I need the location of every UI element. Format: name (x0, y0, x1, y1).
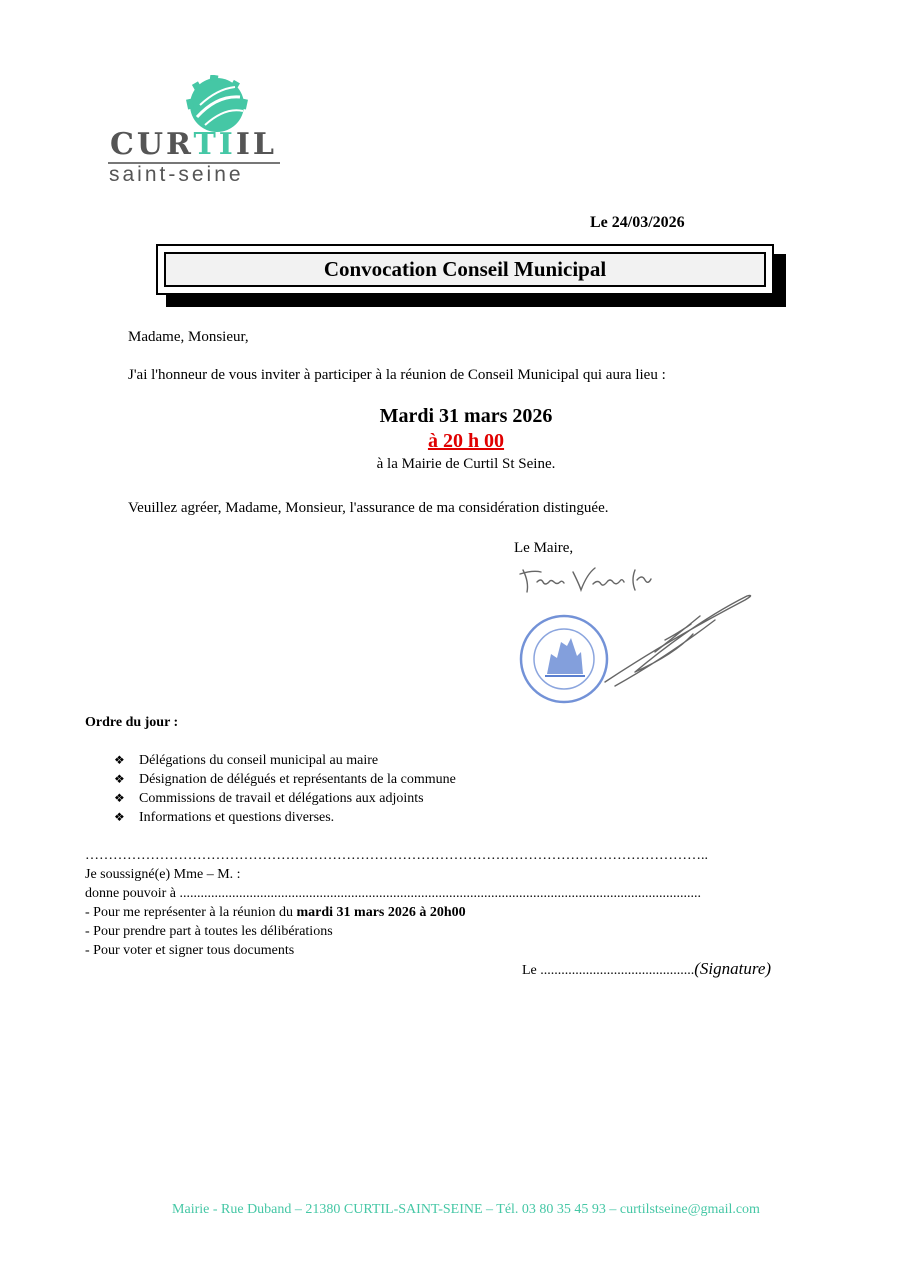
proxy-line-represent: - Pour me représenter à la réunion du mardi 31 mars 2026 à 20h00 (85, 905, 466, 920)
bullet-icon: ❖ (114, 810, 125, 824)
meeting-time: à 20 h 00 (427, 430, 505, 452)
proxy-signature-line: Le ............................................(Signature) (522, 959, 772, 978)
logo-word-mid: TI (193, 127, 236, 162)
footer-address: Mairie - Rue Duband – 21380 CURTIL-SAINT-SEINE – Tél. 03 80 35 45 93 – curtilstseine@gmail.com (172, 1202, 760, 1217)
town-hall-stamp-icon (517, 612, 611, 706)
signature-label: (Signature) (694, 959, 772, 978)
intro-text: J'ai l'honneur de vous inviter à participer à la réunion de Conseil Municipal qui aura lieu : (128, 367, 666, 383)
agenda-item: ❖ Commissions de travail et délégations aux adjoints (114, 790, 424, 806)
logo-word-right: IL (235, 127, 277, 162)
letter-date: Le 24/03/2026 (590, 214, 685, 231)
meeting-place: à la Mairie de Curtil St Seine. (376, 456, 556, 472)
proxy-line-deliberations: - Pour prendre part à toutes les délibérations (85, 924, 333, 939)
proxy-line-soussigne: Je soussigné(e) Mme – M. : (85, 867, 241, 882)
bullet-icon: ❖ (114, 753, 125, 767)
logo (105, 75, 285, 185)
closing-text: Veuillez agréer, Madame, Monsieur, l'assurance de ma considération distinguée. (128, 500, 609, 516)
proxy-meeting-date: mardi 31 mars 2026 à 20h00 (296, 905, 466, 920)
proxy-form (85, 848, 855, 962)
logo-word-left: CUR (110, 127, 194, 162)
meeting-day: Mardi 31 mars 2026 (379, 405, 553, 427)
proxy-line-pouvoir: donne pouvoir à ..................................................................................................................................................... (85, 886, 701, 901)
proxy-separator: …………………………………………………………………………………………………………………….. (85, 848, 708, 863)
bullet-icon: ❖ (114, 791, 125, 805)
agenda-list (114, 751, 456, 827)
bullet-icon: ❖ (114, 772, 125, 786)
agenda-heading: Ordre du jour : (85, 715, 179, 730)
agenda-item: ❖ Désignation de délégués et représentants de la commune (114, 771, 456, 787)
agenda-item: ❖ Délégations du conseil municipal au maire (114, 752, 379, 768)
proxy-line-vote: - Pour voter et signer tous documents (85, 943, 295, 958)
agenda-item: ❖ Informations et questions diverses. (114, 809, 335, 825)
page-title: Convocation Conseil Municipal (164, 252, 766, 287)
salutation: Madame, Monsieur, (128, 329, 249, 345)
title-box (156, 244, 774, 295)
signatory: Le Maire, (514, 540, 574, 556)
logo-subtitle: saint-seine (109, 163, 244, 186)
